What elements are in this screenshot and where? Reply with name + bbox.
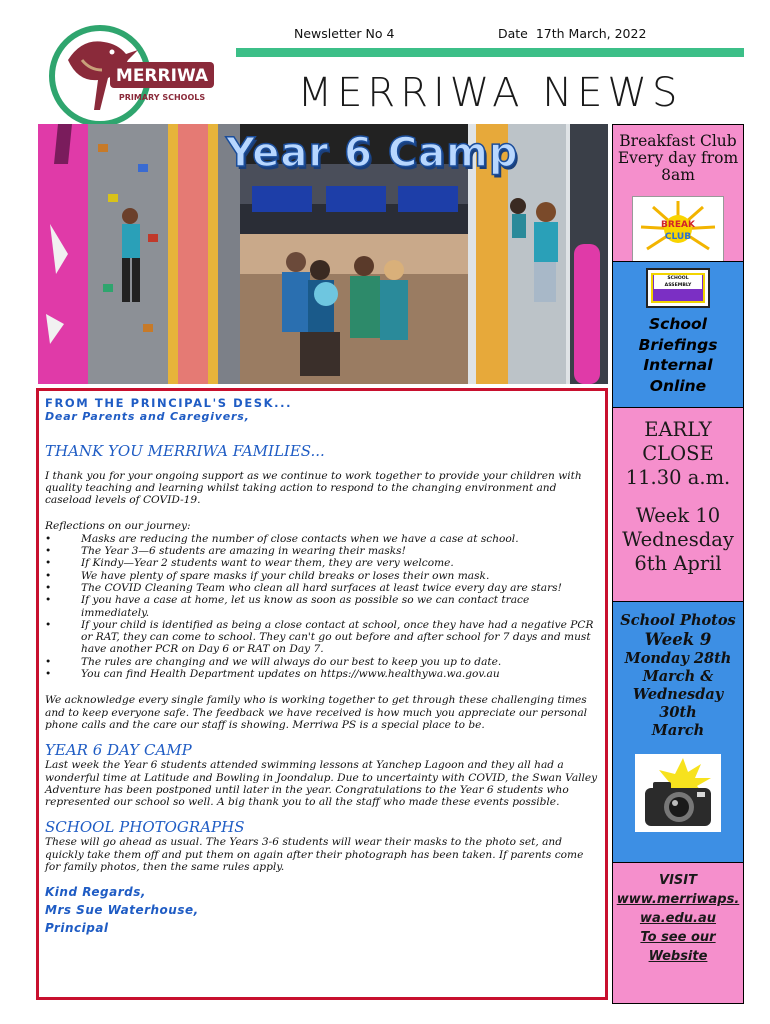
photos-heading: SCHOOL PHOTOGRAPHS [45, 818, 245, 837]
list-item: • If your child is identified as being a close contact at school, once they have had a negative PCR or RAT, they can come to school. They can't go out before and after school for 7 days and must have another PCR on Day 6 or RAT on Day 7. [45, 619, 599, 656]
logo-name: MERRIWA [115, 66, 209, 86]
website-link[interactable]: www.merriwaps. [616, 892, 740, 907]
website-link-caption[interactable]: Website [648, 949, 708, 964]
list-item: • The COVID Cleaning Team who clean all hard surfaces at least twice every day are stars! [45, 582, 599, 594]
newsletter-date: Date 17th March, 2022 [498, 26, 647, 41]
principal-role: Principal [45, 921, 109, 936]
breakfast-line: Breakfast Club [619, 132, 737, 150]
website-link[interactable]: wa.edu.au [639, 911, 717, 926]
breakfast-club-logo [632, 196, 724, 262]
list-item: • The rules are changing and we will always do our best to keep you up to date. [45, 656, 599, 668]
early-line: CLOSE [642, 442, 714, 465]
principal-name: Mrs Sue Waterhouse, [45, 903, 199, 918]
thanks-heading: THANK YOU MERRIWA FAMILIES... [45, 441, 325, 460]
briefings-line: Internal [643, 356, 713, 374]
header-accent-bar [236, 48, 744, 57]
early-line: 6th April [634, 552, 722, 575]
camp-heading: YEAR 6 DAY CAMP [45, 741, 192, 760]
newsletter-number: Newsletter No 4 [294, 26, 395, 41]
logo-subtitle: PRIMARY SCHOOLS [118, 93, 206, 102]
photos-line: Wednesday 30th [632, 686, 724, 721]
masthead-title: MERRIWA NEWS [297, 70, 683, 116]
camp-photo-banner [38, 124, 608, 384]
list-item: • If you have a case at home, let us know as soon as possible so we can contact trace immediately. [45, 594, 599, 619]
briefings-line: Online [649, 376, 707, 395]
briefings-line: Briefings [638, 335, 718, 354]
acknowledge-paragraph: We acknowledge every single family who is working together to get through these challenging times and to keep everyone safe. The feedback we have received is how much you appreciate our personal phone calls and the care our staff is showing. Merriwa PS is a special place to be. [45, 694, 588, 731]
early-line: EARLY [644, 418, 712, 441]
svg-text:CLUB: CLUB [664, 232, 692, 242]
school-briefings-panel [612, 261, 744, 408]
signoff: Kind Regards, [45, 885, 146, 900]
breakfast-club-panel [612, 124, 744, 262]
list-item: • The Year 3—6 students are amazing in wearing their masks! [45, 545, 599, 557]
list-item: • We have plenty of spare masks if your child breaks or loses their own mask. [45, 570, 599, 582]
visit-label: VISIT [659, 873, 697, 888]
photos-line: Week 9 [644, 630, 712, 649]
breakfast-line: Every day from [617, 149, 739, 167]
photos-line: School Photos [620, 612, 736, 629]
svg-text:BREAK: BREAK [661, 220, 695, 230]
principal-letter [36, 388, 608, 1000]
early-line: Week 10 [635, 504, 721, 527]
intro-paragraph: I thank you for your ongoing support as we continue to work together to provide your children with quality teaching and learning whilst taking action to respond to the changing environment and caseload levels of COVID-19. [45, 469, 582, 507]
school-assembly-logo: SCHOOL ASSEMBLY [646, 268, 710, 308]
camp-paragraph: Last week the Year 6 students attended swimming lessons at Yanchep Lagoon and they all had a wonderful time at Latitude and Bowling in Joondalup. Due to uncertainty with COVID, the Swan Valley Adventure has been postponed until later in the year. Congratulations to the Year 6 students who represented our school so well. A big thank you to all the staff who made these events possible. [45, 759, 598, 809]
principal-desk-heading: FROM THE PRINCIPAL'S DESK... [45, 396, 293, 410]
list-item: • You can find Health Department updates on https://www.healthywa.wa.gov.au [45, 668, 599, 680]
website-panel [612, 862, 744, 1004]
photos-line: March & [642, 668, 714, 685]
camera-icon [635, 754, 721, 832]
website-link-caption[interactable]: To see our [640, 930, 716, 945]
early-close-panel [612, 407, 744, 602]
greeting: Dear Parents and Caregivers, [45, 410, 250, 424]
early-line: 11.30 a.m. [625, 466, 731, 489]
school-logo [38, 20, 218, 130]
photos-line: Monday 28th [624, 650, 732, 667]
list-item: • Masks are reducing the number of close contacts when we have a case at school. [45, 533, 599, 545]
photos-line: March [651, 722, 705, 739]
early-line: Wednesday [622, 528, 734, 551]
reflections-list [45, 533, 599, 681]
reflections-label: Reflections on our journey: [45, 520, 191, 533]
school-photos-panel [612, 601, 744, 863]
breakfast-line: 8am [661, 166, 695, 184]
camp-banner-title: Year 6 Camp [226, 130, 519, 176]
briefings-line: School [649, 315, 707, 333]
photos-paragraph: These will go ahead as usual. The Years 3-6 students will wear their masks to the photo set, and quickly take them off and put them on again after their photograph has been taken. If parents come for family photos, then the same rules apply. [45, 836, 584, 874]
list-item: • If Kindy—Year 2 students want to wear them, they are very welcome. [45, 557, 599, 569]
